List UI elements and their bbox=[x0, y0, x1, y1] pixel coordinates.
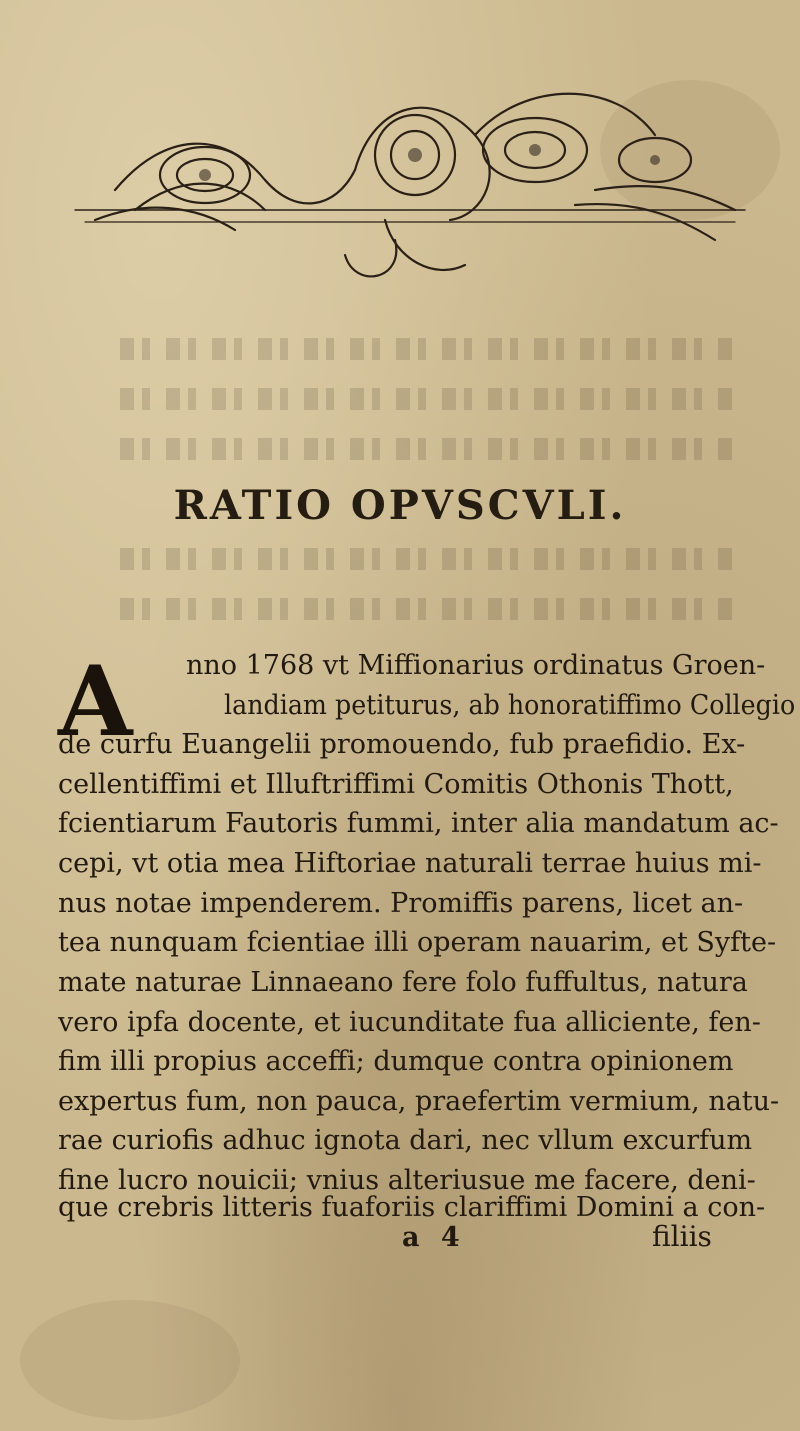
bleed-through-text bbox=[120, 438, 740, 460]
text-line: cepi, vt otia mea Hiftoriae naturali terrae huius mi- bbox=[58, 848, 762, 879]
text-line: landiam petiturus, ab honoratiffimo Collegio bbox=[224, 690, 796, 721]
text-line: fcientiarum Fautoris fummi, inter alia mandatum ac- bbox=[58, 808, 779, 839]
catchword: filiis bbox=[652, 1220, 712, 1253]
headpiece-ornament-icon bbox=[55, 40, 765, 300]
text-line: tea nunquam fcientiae illi operam nauarim, et Syfte- bbox=[58, 927, 777, 958]
bleed-through-text bbox=[120, 548, 740, 570]
section-heading: RATIO OPVSCVLI. bbox=[173, 482, 627, 529]
text-line: nno 1768 vt Miffionarius ordinatus Groen- bbox=[186, 650, 766, 681]
signature-mark: a 4 bbox=[402, 1222, 466, 1253]
bleed-through-text bbox=[120, 338, 740, 360]
text-line: cellentiffimi et Illuftriffimi Comitis Othonis Thott, bbox=[58, 769, 734, 800]
text-line: expertus fum, non pauca, praefertim vermium, natu- bbox=[58, 1086, 780, 1117]
text-line: de curfu Euangelii promouendo, fub praefidio. Ex- bbox=[58, 729, 746, 760]
bleed-through-text bbox=[120, 598, 740, 620]
text-line: que crebris litteris fuaforiis clariffimi Domini a con- bbox=[58, 1192, 766, 1223]
text-line: rae curiofis adhuc ignota dari, nec vllum excurfum bbox=[58, 1125, 753, 1156]
bleed-through-text bbox=[120, 388, 740, 410]
text-line: fine lucro nouicii; vnius alteriusue me facere, deni- bbox=[58, 1165, 756, 1196]
text-line: nus notae impenderem. Promiffis parens, licet an- bbox=[58, 888, 744, 919]
text-line: vero ipfa docente, et iucunditate fua alliciente, fen- bbox=[58, 1007, 761, 1038]
drop-cap: A bbox=[58, 645, 133, 758]
text-line: fim illi propius acceffi; dumque contra opinionem bbox=[58, 1046, 734, 1077]
paper-stain bbox=[20, 1300, 240, 1420]
text-line: mate naturae Linnaeano fere folo fuffultus, natura bbox=[58, 967, 748, 998]
